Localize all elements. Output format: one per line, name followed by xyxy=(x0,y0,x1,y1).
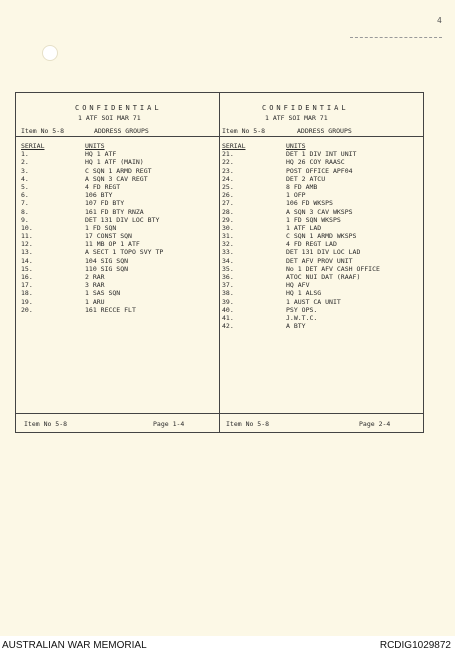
serial-number: 1. xyxy=(21,150,29,159)
serial-number: 29. xyxy=(222,215,234,224)
serial-number: 20. xyxy=(21,305,33,314)
left-footer-page: Page 1-4 xyxy=(153,420,185,428)
list-item xyxy=(21,298,163,306)
list-item xyxy=(222,191,380,199)
unit-name: 4 FD REGT xyxy=(85,182,121,191)
list-item xyxy=(222,314,380,322)
serial-number: 25. xyxy=(222,182,234,191)
unit-name: 106 FD WKSPS xyxy=(286,199,333,208)
right-units-header: UNITS xyxy=(286,142,306,150)
left-column-headers xyxy=(21,142,163,150)
right-confidential-heading: CONFIDENTIAL xyxy=(262,104,349,112)
serial-number: 28. xyxy=(222,207,234,216)
list-item xyxy=(21,257,163,265)
unit-name: 1 ATF LAD xyxy=(286,223,322,232)
list-item xyxy=(21,167,163,175)
list-item xyxy=(21,273,163,281)
right-column-headers xyxy=(222,142,380,150)
unit-name: 1 SAS SQN xyxy=(85,289,121,298)
unit-name: 17 CONST SQN xyxy=(85,232,132,241)
serial-number: 12. xyxy=(21,240,33,249)
serial-number: 40. xyxy=(222,305,234,314)
serial-number: 34. xyxy=(222,256,234,265)
serial-number: 23. xyxy=(222,166,234,175)
list-item xyxy=(222,199,380,207)
header-rule xyxy=(15,136,424,137)
serial-number: 39. xyxy=(222,297,234,306)
list-item xyxy=(222,322,380,330)
list-item xyxy=(222,183,380,191)
unit-name: 1 AUST CA UNIT xyxy=(286,297,341,306)
list-item xyxy=(222,257,380,265)
serial-number: 33. xyxy=(222,248,234,257)
list-item xyxy=(21,248,163,256)
list-item xyxy=(222,175,380,183)
unit-name: HQ 1 ATF (MAIN) xyxy=(85,158,144,167)
list-item xyxy=(222,232,380,240)
unit-name: 4 FD REGT LAD xyxy=(286,240,337,249)
unit-name: 110 SIG SQN xyxy=(85,264,129,273)
unit-name: POST OFFICE APF04 xyxy=(286,166,353,175)
serial-number: 3. xyxy=(21,166,29,175)
list-item xyxy=(21,150,163,158)
list-item xyxy=(222,167,380,175)
unit-name: DET 1 DIV INT UNIT xyxy=(286,150,357,159)
list-item xyxy=(21,240,163,248)
unit-name: A SQN 3 CAV WKSPS xyxy=(286,207,353,216)
right-serial-header: SERIAL xyxy=(222,142,246,150)
serial-number: 41. xyxy=(222,313,234,322)
unit-name: 2 RAR xyxy=(85,273,105,281)
right-group-label: ADDRESS GROUPS xyxy=(297,127,352,135)
serial-number: 11. xyxy=(21,232,33,241)
serial-number: 6. xyxy=(21,191,29,200)
unit-name: 106 BTY xyxy=(85,191,113,200)
serial-number: 15. xyxy=(21,264,33,273)
list-item xyxy=(222,298,380,306)
unit-name: No 1 DET AFV CASH OFFICE xyxy=(286,264,380,273)
unit-name: DET 2 ATCU xyxy=(286,174,326,183)
right-address-list xyxy=(222,142,380,330)
unit-name: J.W.T.C. xyxy=(286,313,318,322)
unit-name: ATOC NUI DAT (RAAF) xyxy=(286,273,361,281)
unit-name: A SECT 1 TOPO SVY TP xyxy=(85,248,164,257)
serial-number: 18. xyxy=(21,289,33,298)
unit-name: HQ 26 COY RAASC xyxy=(286,158,345,167)
left-item-number: Item No 5-8 xyxy=(21,127,65,135)
unit-name: A BTY xyxy=(286,322,306,331)
right-item-number: Item No 5-8 xyxy=(222,127,266,135)
column-divider xyxy=(219,92,220,433)
list-item xyxy=(21,208,163,216)
right-footer-item: Item No 5-8 xyxy=(226,420,270,428)
unit-name: DET AFV PROV UNIT xyxy=(286,256,353,265)
list-item xyxy=(21,306,163,314)
serial-number: 8. xyxy=(21,207,29,216)
list-item xyxy=(21,232,163,240)
list-item xyxy=(21,183,163,191)
serial-number: 37. xyxy=(222,281,234,290)
left-confidential-heading: CONFIDENTIAL xyxy=(75,104,162,112)
list-item xyxy=(21,216,163,224)
unit-name: DET 131 DIV LOC BTY xyxy=(85,215,160,224)
serial-number: 17. xyxy=(21,281,33,290)
unit-name: 1 FD SQN WKSPS xyxy=(286,215,341,224)
serial-number: 22. xyxy=(222,158,234,167)
unit-name: A SQN 3 CAV REGT xyxy=(85,174,148,183)
serial-number: 10. xyxy=(21,223,33,232)
left-address-list xyxy=(21,142,163,314)
serial-number: 19. xyxy=(21,297,33,306)
list-item xyxy=(222,224,380,232)
left-group-label: ADDRESS GROUPS xyxy=(94,127,149,135)
page-mark: 4 xyxy=(437,16,442,25)
unit-name: 161 RECCE FLT xyxy=(85,305,136,314)
serial-number: 32. xyxy=(222,240,234,249)
list-item xyxy=(21,158,163,166)
list-item xyxy=(21,191,163,199)
unit-name: 8 FD AMB xyxy=(286,182,318,191)
right-footer-page: Page 2-4 xyxy=(359,420,391,428)
serial-number: 16. xyxy=(21,273,33,281)
pencil-line xyxy=(350,37,442,38)
serial-number: 36. xyxy=(222,273,234,281)
serial-number: 31. xyxy=(222,232,234,241)
serial-number: 2. xyxy=(21,158,29,167)
serial-number: 30. xyxy=(222,223,234,232)
punch-hole xyxy=(42,45,58,61)
serial-number: 26. xyxy=(222,191,234,200)
list-item xyxy=(21,265,163,273)
list-item xyxy=(222,289,380,297)
serial-number: 9. xyxy=(21,215,29,224)
unit-name: 3 RAR xyxy=(85,281,105,290)
unit-name: 107 FD BTY xyxy=(85,199,125,208)
archive-name: AUSTRALIAN WAR MEMORIAL xyxy=(2,640,147,651)
list-item xyxy=(222,150,380,158)
list-item xyxy=(222,281,380,289)
serial-number: 21. xyxy=(222,150,234,159)
serial-number: 27. xyxy=(222,199,234,208)
unit-name: 1 ARU xyxy=(85,297,105,306)
unit-name: PSY OPS. xyxy=(286,305,318,314)
footer-rule xyxy=(15,413,424,414)
list-item xyxy=(21,199,163,207)
left-serial-header: SERIAL xyxy=(21,142,45,150)
archive-id: RCDIG1029872 xyxy=(379,640,451,651)
list-item xyxy=(21,281,163,289)
unit-name: 1 FD SQN xyxy=(85,223,117,232)
unit-name: DET 131 DIV LOC LAD xyxy=(286,248,361,257)
list-item xyxy=(222,240,380,248)
serial-number: 38. xyxy=(222,289,234,298)
list-item xyxy=(21,175,163,183)
list-item xyxy=(222,265,380,273)
unit-name: 104 SIG SQN xyxy=(85,256,129,265)
list-item xyxy=(222,208,380,216)
unit-name: HQ 1 ALSG xyxy=(286,289,322,298)
unit-name: 161 FD BTY RNZA xyxy=(85,207,144,216)
list-item xyxy=(222,306,380,314)
list-item xyxy=(222,248,380,256)
unit-name: HQ 1 ATF xyxy=(85,150,117,159)
serial-number: 14. xyxy=(21,256,33,265)
serial-number: 24. xyxy=(222,174,234,183)
list-item xyxy=(222,158,380,166)
list-item xyxy=(222,216,380,224)
left-footer-item: Item No 5-8 xyxy=(24,420,68,428)
left-subtitle: 1 ATF SOI MAR 71 xyxy=(78,114,141,122)
serial-number: 35. xyxy=(222,264,234,273)
serial-number: 4. xyxy=(21,174,29,183)
list-item xyxy=(222,273,380,281)
serial-number: 13. xyxy=(21,248,33,257)
right-subtitle: 1 ATF SOI MAR 71 xyxy=(265,114,328,122)
serial-number: 7. xyxy=(21,199,29,208)
list-item xyxy=(21,289,163,297)
unit-name: C SQN 1 ARMD REGT xyxy=(85,166,152,175)
left-units-header: UNITS xyxy=(85,142,105,150)
serial-number: 5. xyxy=(21,182,29,191)
list-item xyxy=(21,224,163,232)
unit-name: 11 MB OP 1 ATF xyxy=(85,240,140,249)
serial-number: 42. xyxy=(222,322,234,331)
unit-name: 1 OFP xyxy=(286,191,306,200)
unit-name: HQ AFV xyxy=(286,281,310,290)
unit-name: C SQN 1 ARMD WKSPS xyxy=(286,232,357,241)
